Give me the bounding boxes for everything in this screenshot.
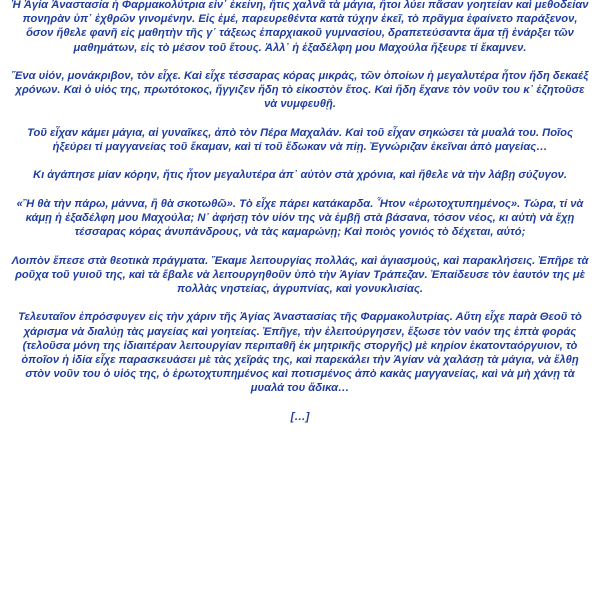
paragraph-7: Τελευταῖον ἐπρόσφυγεν εἰς τὴν χάριν τῆς Ἁγίας Ἀναστασίας τῆς Φαρμακολυτρίας. Αὕτη εἶχε παρὰ Θεοῦ τὸ χάρισμα νὰ διαλύῃ τὰς μαγείας καὶ γοητείας. Ἐπῆγε, τὴν ἐλειτούργησεν, ἔξωσε τὸν ναόν της ἑπτὰ φοράς (τελοῦσα μόνη της ἰδιαιτέραν λειτουργίαν περιπαθῆ ἐκ μητρικῆς στοργῆς) μὲ κηρίον ἑκατονταόργυιον, τὸ ὁποῖον ἡ ἰδία εἶχε παρασκευάσει μὲ τὰς χεῖράς της, καὶ παρεκάλει τὴν Ἁγίαν νὰ χαλάσῃ τὰ μάγια, νὰ ἔλθῃ στὸν νοῦν του ὁ υἱός της, ὁ ἐρωτοχτυπημένος καὶ ποτισμένος ἀπὸ κακὰς μαγγανείας, καὶ νὰ μὴ χάνῃ τὰ μυαλά του ἄδικα… [18,311,582,395]
paragraph-4: Κι ἀγάπησε μίαν κόρην, ἥτις ἦτον μεγαλυτέρα ἀπ᾽ αὐτὸν στὰ χρόνια, καὶ ἤθελε νὰ τὴν λάβῃ σύζυγον. [33,169,567,182]
paragraph-1: Ἡ Ἁγία Ἀναστασία ἡ Φαρμακολύτρια εἶν᾽ ἐκείνη, ἥτις χαλνᾶ τὰ μάγια, ἤτοι λύει πᾶσαν γοητείαν καὶ μεθοδείαν πονηρὰν ὑπ᾽ ἐχθρῶν γινομένην. Εἰς ἐμέ, παρευρεθέντα κατὰ τύχην ἐκεῖ, τὸ πρᾶγμα ἐφαίνετο παράξενον, ὅσον ἤθελε φανῆ εἰς μαθητὴν τῆς γ᾽ τάξεως ἐπαρχιακοῦ γυμνασίου, δραπετεύσαντα ἅμα τῇ ἐνάρξει τῶν μαθημάτων, εἰς τὸ μέσον τοῦ ἔτους. Ἀλλ᾽ ἡ ἐξαδέλφη μου Μαχούλα ἤξευρε τί ἔκαμνεν. [11,0,589,54]
story-text [8,0,592,438]
ellipsis-marker: […] [290,410,310,423]
paragraph-5: «Ἢ θὰ τὴν πάρω, μάννα, ἢ θὰ σκοτωθῶ». Τὸ εἶχε πάρει κατάκαρδα. Ἦτον «ἐρωτοχτυπημένος». Τώρα, τί νὰ κάμῃ ἡ ἐξαδέλφη μου Μαχούλα; Ν᾽ ἀφήσῃ τὸν υἱόν της νὰ ἐμβῇ στὰ βάσανα, τόσον νέος, κι αὐτὴ νὰ ἔχῃ τέσσαρας κόρας ἀνυπάνδρους, νὰ τὰς καμαρώνῃ; Καὶ ποιὸς γονιός τὸ δέχεται, αὐτό; [16,197,584,239]
paragraph-3: Τοῦ εἶχαν κάμει μάγια, αἱ γυναῖκες, ἀπὸ τὸν Πέρα Μαχαλάν. Καὶ τοῦ εἶχαν σηκώσει τὰ μυαλά του. Ποῖος ἠξεύρει τί μαγγανείας τοῦ ἔκαμαν, καὶ τί τοῦ ἔδωκαν νὰ πίῃ. Ἐγνώριζαν ἐκεῖναι ἀπὸ μαγείας… [27,126,573,153]
paragraph-6: Λοιπὸν ἔπεσε στὰ θεοτικὰ πράγματα. Ἔκαμε λειτουργίας πολλάς, καὶ ἁγιασμούς, καὶ παρακλήσεις. Ἐπῆρε τὰ ροῦχα τοῦ γυιοῦ της, καὶ τὰ ἔβαλε νὰ λειτουργηθοῦν ὑπὸ τὴν Ἁγίαν Τράπεζαν. Ἐπαίδευσε τὸν ἑαυτόν της μὲ πολλὰς νηστείας, ἀγρυπνίας, καὶ γονυκλισίας. [11,254,589,295]
paragraph-2: Ἕνα υἱόν, μονάκριβον, τὸν εἶχε. Καὶ εἶχε τέσσαρας κόρας μικράς, τῶν ὁποίων ἡ μεγαλυτέρα ἦτον ἤδη δεκαέξ χρόνων. Καὶ ὁ υἱός της, πρωτότοκος, ἤγγιζεν ἤδη τὸ εἰκοστὸν ἔτος. Καὶ ἤδη ἔχανε τὸν νοῦν του κ᾽ ἐζητοῦσε νὰ νυμφευθῇ. [11,70,589,111]
